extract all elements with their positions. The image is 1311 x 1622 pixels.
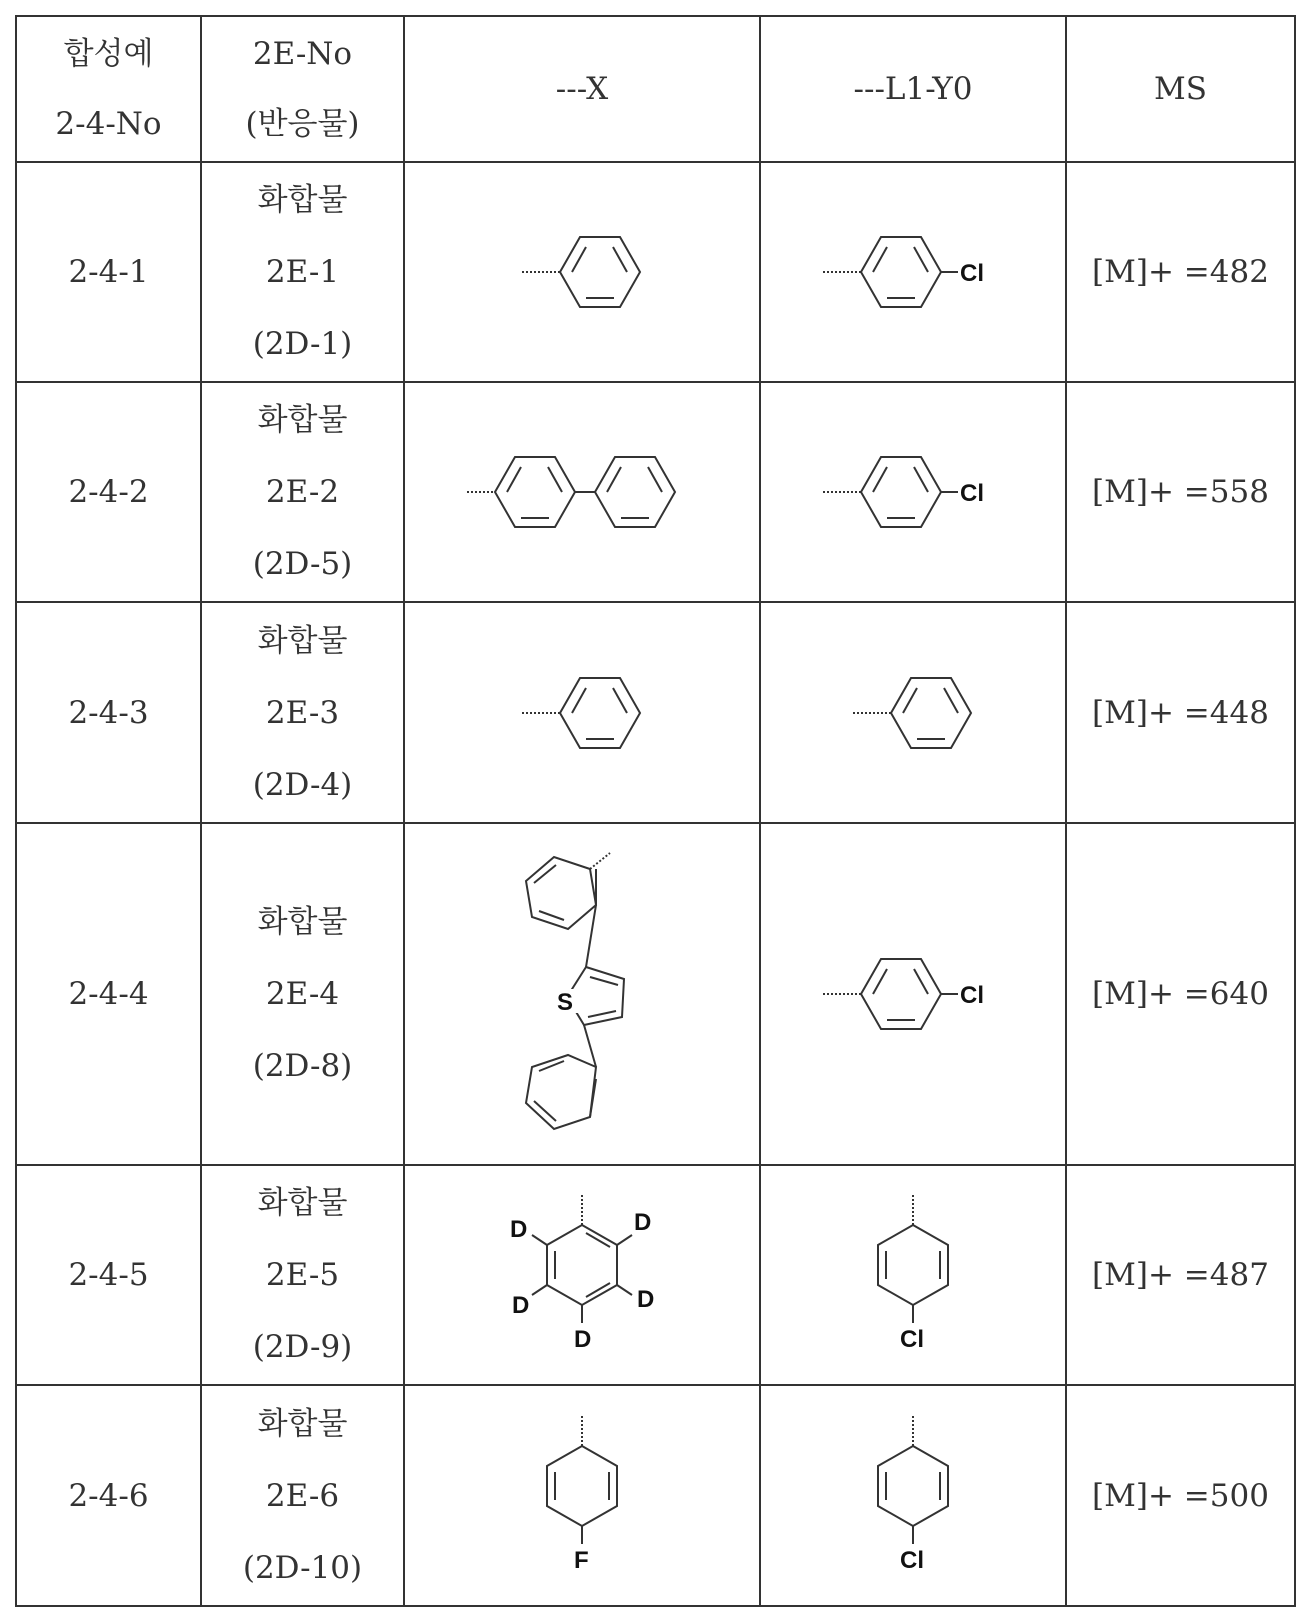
chlorophenyl-structure-icon	[853, 1406, 973, 1586]
header-ms: MS	[1066, 16, 1295, 162]
table-row	[16, 1385, 1295, 1606]
atom-label: Cl	[900, 1547, 924, 1574]
chlorophenyl-structure-icon	[853, 1185, 973, 1365]
compound-cell	[201, 1165, 404, 1385]
table-row	[16, 602, 1295, 823]
header-l1-y0: ---L1-Y0	[760, 16, 1066, 162]
reactant-id: (2D-8)	[202, 1030, 403, 1102]
atom-label: Cl	[960, 982, 984, 1009]
synthesis-table	[15, 15, 1296, 1607]
l1-y0-structure	[760, 602, 1066, 823]
fluorophenyl-structure-icon	[522, 1406, 642, 1586]
phenyl-structure-icon	[833, 663, 993, 763]
ms-value: [M]+ =500	[1066, 1385, 1295, 1606]
biphenyl-structure-icon	[457, 442, 707, 542]
compound-id: 2E-5	[202, 1239, 403, 1311]
atom-label: S	[557, 989, 573, 1016]
compound-label: 화합물	[202, 1388, 403, 1460]
deuterophenyl-structure-icon	[482, 1185, 682, 1365]
table-row	[16, 823, 1295, 1165]
atom-label: D	[510, 1216, 527, 1243]
reactant-id: (2D-10)	[202, 1532, 403, 1604]
table-row	[16, 1165, 1295, 1385]
l1-y0-structure	[760, 823, 1066, 1165]
header-text: 합성예	[17, 19, 200, 89]
x-structure	[404, 602, 760, 823]
header-reactant	[201, 16, 404, 162]
x-structure	[404, 1165, 760, 1385]
header-x: ---X	[404, 16, 760, 162]
compound-cell	[201, 382, 404, 602]
ms-value: [M]+ =482	[1066, 162, 1295, 382]
atom-label: D	[512, 1292, 529, 1319]
atom-label: D	[574, 1326, 591, 1353]
compound-label: 화합물	[202, 1167, 403, 1239]
compound-id: 2E-6	[202, 1460, 403, 1532]
atom-label: Cl	[960, 260, 984, 287]
header-synthesis-example	[16, 16, 201, 162]
chlorophenyl-structure-icon	[813, 222, 1013, 322]
x-structure	[404, 1385, 760, 1606]
row-id: 2-4-6	[16, 1385, 201, 1606]
row-id: 2-4-3	[16, 602, 201, 823]
row-id: 2-4-2	[16, 382, 201, 602]
compound-id: 2E-4	[202, 958, 403, 1030]
l1-y0-structure	[760, 1165, 1066, 1385]
header-text: 2E-No	[202, 19, 403, 89]
compound-cell	[201, 602, 404, 823]
compound-label: 화합물	[202, 605, 403, 677]
header-text: (반응물)	[202, 89, 403, 159]
ms-value: [M]+ =487	[1066, 1165, 1295, 1385]
atom-label: D	[634, 1209, 651, 1236]
ms-value: [M]+ =558	[1066, 382, 1295, 602]
atom-label: Cl	[900, 1326, 924, 1353]
compound-label: 화합물	[202, 164, 403, 236]
atom-label: F	[574, 1547, 589, 1574]
l1-y0-structure	[760, 382, 1066, 602]
phenyl-structure-icon	[502, 663, 662, 763]
row-id: 2-4-4	[16, 823, 201, 1165]
reactant-id: (2D-5)	[202, 528, 403, 600]
header-row	[16, 16, 1295, 162]
ms-value: [M]+ =640	[1066, 823, 1295, 1165]
row-id: 2-4-5	[16, 1165, 201, 1385]
compound-label: 화합물	[202, 886, 403, 958]
compound-label: 화합물	[202, 384, 403, 456]
x-structure	[404, 823, 760, 1165]
l1-y0-structure	[760, 1385, 1066, 1606]
reactant-id: (2D-4)	[202, 749, 403, 821]
compound-id: 2E-3	[202, 677, 403, 749]
row-id: 2-4-1	[16, 162, 201, 382]
compound-cell	[201, 1385, 404, 1606]
table-row	[16, 382, 1295, 602]
header-text: 2-4-No	[17, 89, 200, 159]
atom-label: Cl	[960, 480, 984, 507]
l1-y0-structure	[760, 162, 1066, 382]
ms-value: [M]+ =448	[1066, 602, 1295, 823]
chlorophenyl-structure-icon	[813, 442, 1013, 542]
table-row	[16, 162, 1295, 382]
compound-cell	[201, 823, 404, 1165]
atom-label: D	[637, 1286, 654, 1313]
reactant-id: (2D-9)	[202, 1311, 403, 1383]
phenyl-structure-icon	[502, 222, 662, 322]
reactant-id: (2D-1)	[202, 308, 403, 380]
x-structure	[404, 162, 760, 382]
phenyl-thiophene-phenyl-structure-icon	[512, 839, 652, 1149]
compound-cell	[201, 162, 404, 382]
x-structure	[404, 382, 760, 602]
chlorophenyl-structure-icon	[813, 944, 1013, 1044]
compound-id: 2E-1	[202, 236, 403, 308]
compound-id: 2E-2	[202, 456, 403, 528]
